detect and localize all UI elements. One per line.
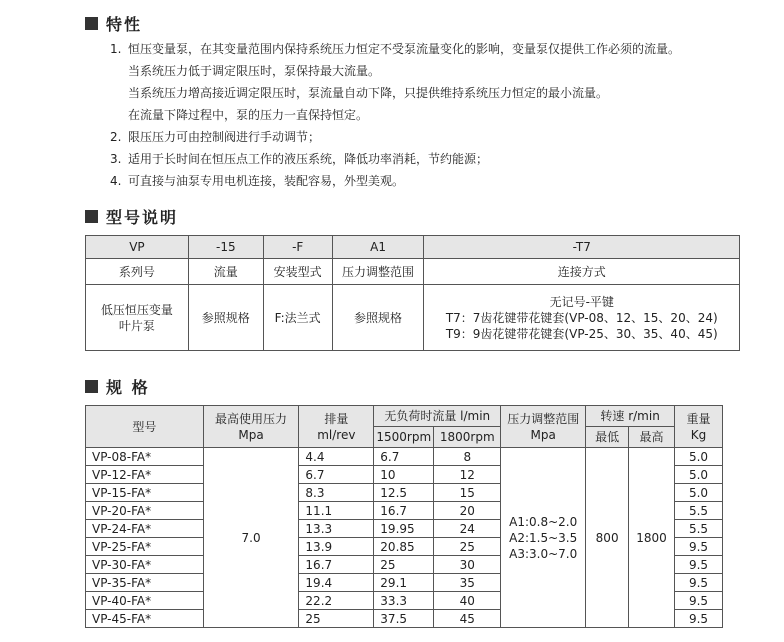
speed-min-cell: 800 (586, 448, 629, 628)
features-heading (85, 12, 142, 35)
model-cell: VP-40-FA* (86, 592, 204, 610)
model-cell: VP-30-FA* (86, 556, 204, 574)
feature-line: 当系统压力低于调定限压时，泵保持最大流量。 (128, 64, 381, 78)
header-weight: 重量 Kg (675, 406, 723, 448)
weight-cell: 9.5 (675, 610, 723, 628)
flow-1500-cell: 33.3 (374, 592, 434, 610)
header-speed-min: 最低 (586, 427, 629, 448)
weight-cell: 9.5 (675, 538, 723, 556)
table-row (86, 448, 723, 466)
model-title: 型号说明 (106, 208, 179, 227)
value-cell: F:法兰式 (263, 285, 332, 351)
model-cell: VP-35-FA* (86, 574, 204, 592)
feature-item (110, 126, 680, 148)
model-code-table (85, 235, 740, 351)
flow-1800-cell: 30 (434, 556, 501, 574)
spec-table (85, 405, 723, 628)
weight-cell: 5.5 (675, 502, 723, 520)
displacement-cell: 13.3 (299, 520, 374, 538)
header-flow-1800: 1800rpm (434, 427, 501, 448)
connection-line: T9：9齿花键带花键套(VP-25、30、35、40、45) (445, 326, 718, 341)
model-cell: VP-24-FA* (86, 520, 204, 538)
flow-1500-cell: 10 (374, 466, 434, 484)
label-cell: 压力调整范围 (332, 259, 424, 285)
spec-header-row (86, 406, 723, 427)
flow-1800-cell: 40 (434, 592, 501, 610)
feature-line: 限压压力可由控制阀进行手动调节； (128, 130, 321, 144)
feature-item (110, 148, 680, 170)
weight-cell: 9.5 (675, 574, 723, 592)
model-value-row (86, 285, 740, 351)
flow-1800-cell: 35 (434, 574, 501, 592)
model-cell: VP-20-FA* (86, 502, 204, 520)
header-speed: 转速 r/min (586, 406, 675, 427)
code-cell: A1 (332, 236, 424, 259)
flow-1800-cell: 24 (434, 520, 501, 538)
label-cell: 系列号 (86, 259, 189, 285)
weight-cell: 9.5 (675, 592, 723, 610)
header-model: 型号 (86, 406, 204, 448)
spec-body (86, 448, 723, 628)
square-bullet-icon (85, 210, 98, 223)
model-cell: VP-45-FA* (86, 610, 204, 628)
connection-cell (424, 285, 740, 351)
code-cell: -15 (188, 236, 263, 259)
model-code-row (86, 236, 740, 259)
value-cell: 参照规格 (332, 285, 424, 351)
flow-1800-cell: 45 (434, 610, 501, 628)
feature-item (110, 170, 680, 192)
feature-number: 3. (110, 152, 122, 166)
features-title: 特性 (106, 15, 143, 34)
code-cell: -T7 (424, 236, 740, 259)
value-cell: 参照规格 (188, 285, 263, 351)
speed-max-cell: 1800 (629, 448, 675, 628)
header-flow-1500: 1500rpm (374, 427, 434, 448)
connection-line: T7：7齿花键带花键套(VP-08、12、15、20、24) (445, 310, 718, 325)
flow-1500-cell: 19.95 (374, 520, 434, 538)
displacement-cell: 22.2 (299, 592, 374, 610)
flow-1800-cell: 20 (434, 502, 501, 520)
max-pressure-cell: 7.0 (203, 448, 299, 628)
value-cell: 低压恒压变量 叶片泵 (86, 285, 189, 351)
weight-cell: 5.0 (675, 466, 723, 484)
weight-cell: 9.5 (675, 556, 723, 574)
specs-title: 规 格 (106, 378, 150, 397)
displacement-cell: 19.4 (299, 574, 374, 592)
model-cell: VP-08-FA* (86, 448, 204, 466)
header-displacement: 排量 ml/rev (299, 406, 374, 448)
connection-line: 无记号-平键 (549, 294, 614, 309)
pressure-range-line: A3:3.0~7.0 (509, 546, 578, 561)
header-pressure-range: 压力调整范围 Mpa (501, 406, 586, 448)
flow-1800-cell: 25 (434, 538, 501, 556)
flow-1500-cell: 37.5 (374, 610, 434, 628)
pressure-range-line: A2:1.5~3.5 (509, 530, 578, 545)
code-cell: -F (263, 236, 332, 259)
weight-cell: 5.0 (675, 448, 723, 466)
flow-1500-cell: 20.85 (374, 538, 434, 556)
displacement-cell: 13.9 (299, 538, 374, 556)
feature-number: 2. (110, 130, 122, 144)
flow-1500-cell: 6.7 (374, 448, 434, 466)
specs-heading (85, 375, 150, 398)
flow-1500-cell: 29.1 (374, 574, 434, 592)
label-cell: 流量 (188, 259, 263, 285)
pressure-range-line: A1:0.8~2.0 (509, 514, 578, 529)
model-cell: VP-25-FA* (86, 538, 204, 556)
displacement-cell: 6.7 (299, 466, 374, 484)
feature-number: 4. (110, 174, 122, 188)
model-cell: VP-12-FA* (86, 466, 204, 484)
flow-1500-cell: 25 (374, 556, 434, 574)
displacement-cell: 8.3 (299, 484, 374, 502)
label-cell: 连接方式 (424, 259, 740, 285)
label-cell: 安装型式 (263, 259, 332, 285)
flow-1500-cell: 16.7 (374, 502, 434, 520)
displacement-cell: 16.7 (299, 556, 374, 574)
feature-number: 1. (110, 42, 122, 56)
flow-1800-cell: 15 (434, 484, 501, 502)
model-label-row (86, 259, 740, 285)
displacement-cell: 25 (299, 610, 374, 628)
feature-line: 恒压变量泵，在其变量范围内保持系统压力恒定不受泵流量变化的影响，变量泵仅提供工作必须的流量。 (128, 42, 681, 56)
feature-line: 可直接与油泵专用电机连接，装配容易，外型美观。 (128, 174, 405, 188)
feature-line: 当系统压力增高接近调定限压时，泵流量自动下降，只提供维持系统压力恒定的最小流量。 (128, 86, 609, 100)
feature-line: 适用于长时间在恒压点工作的液压系统，降低功率消耗，节约能源； (128, 152, 489, 166)
flow-1500-cell: 12.5 (374, 484, 434, 502)
weight-cell: 5.5 (675, 520, 723, 538)
model-heading (85, 205, 178, 228)
displacement-cell: 4.4 (299, 448, 374, 466)
header-max-pressure: 最高使用压力 Mpa (203, 406, 299, 448)
flow-1800-cell: 12 (434, 466, 501, 484)
weight-cell: 5.0 (675, 484, 723, 502)
header-no-load-flow: 无负荷时流量 l/min (374, 406, 501, 427)
square-bullet-icon (85, 380, 98, 393)
pressure-range-cell (501, 448, 586, 628)
square-bullet-icon (85, 17, 98, 30)
feature-item (110, 38, 680, 126)
header-speed-max: 最高 (629, 427, 675, 448)
features-list (110, 38, 680, 192)
displacement-cell: 11.1 (299, 502, 374, 520)
model-cell: VP-15-FA* (86, 484, 204, 502)
flow-1800-cell: 8 (434, 448, 501, 466)
code-cell: VP (86, 236, 189, 259)
feature-line: 在流量下降过程中，泵的压力一直保持恒定。 (128, 108, 369, 122)
